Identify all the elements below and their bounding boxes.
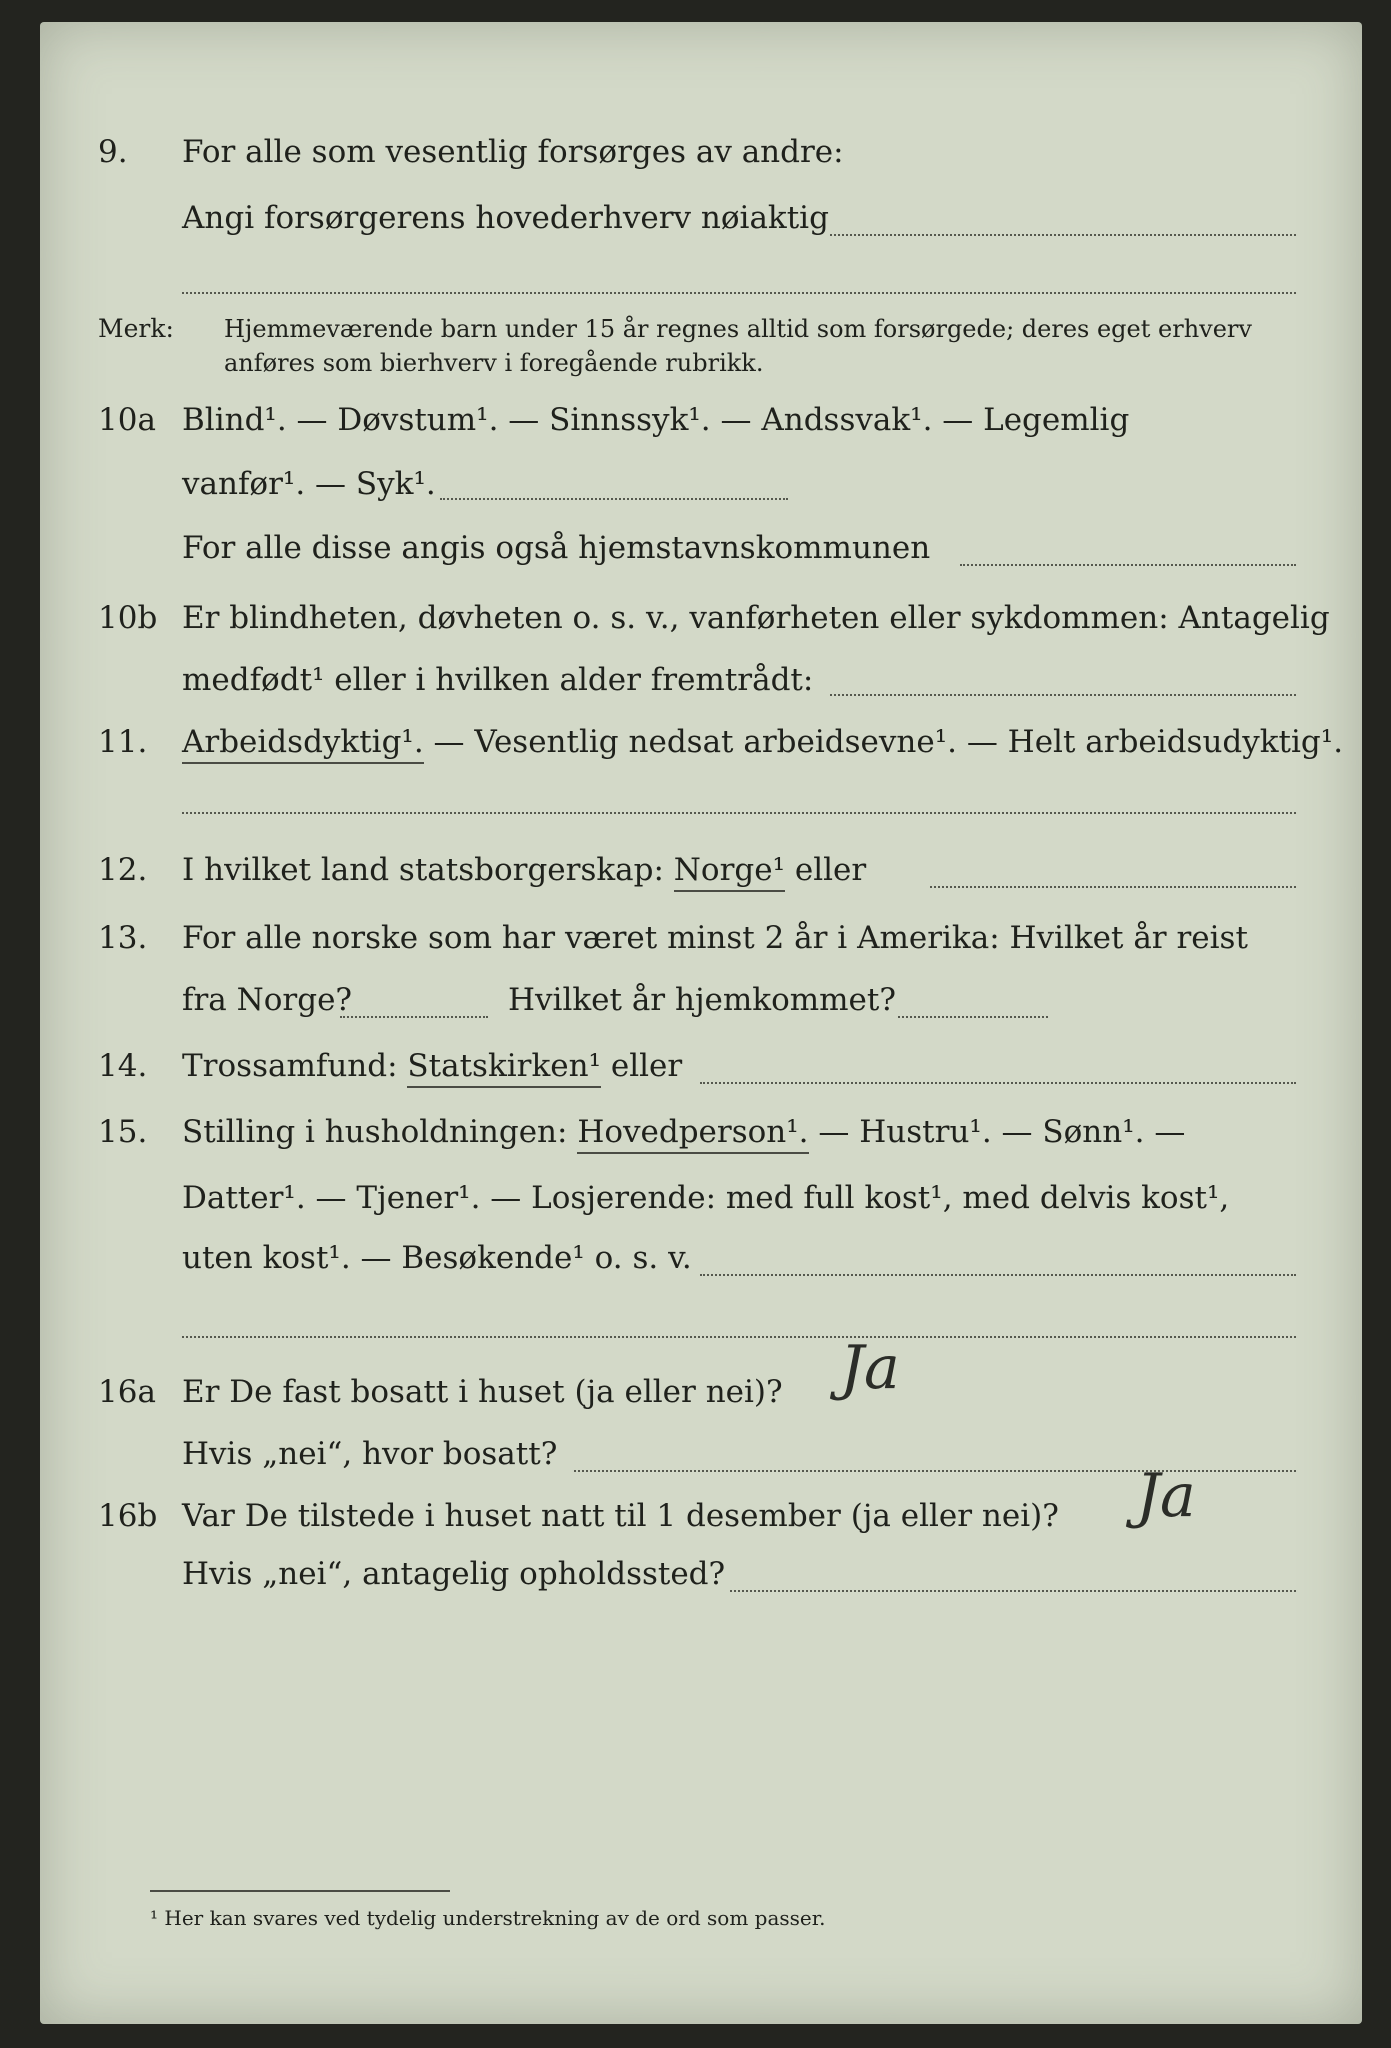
q12-line: [182, 850, 866, 890]
q14-number: 14.: [98, 1048, 148, 1084]
q14-before: Trossamfund:: [182, 1048, 408, 1084]
q9-line2: Angi forsørgerens hovederhverv nøiaktig: [182, 200, 829, 236]
footnote: ¹ Her kan svares ved tydelig understrekning av de ord som passer.: [150, 1906, 826, 1930]
q11-selected-option[interactable]: Arbeidsdyktig¹.: [182, 724, 424, 764]
q14-after: eller: [601, 1048, 683, 1084]
q13-hjemkommet-field[interactable]: [898, 1016, 1048, 1018]
q12-before: I hvilket land statsborgerskap:: [182, 852, 674, 888]
q9-answer-field-2[interactable]: [182, 292, 1296, 294]
q13-line2b: Hvilket år hjemkommet?: [508, 982, 896, 1018]
q13-line2a: fra Norge?: [182, 982, 353, 1018]
q16a-line2: Hvis „nei“, hvor bosatt?: [182, 1436, 558, 1472]
merk-line1: Hjemmeværende barn under 15 år regnes alltid som forsørgede; deres eget erhverv: [224, 315, 1252, 343]
q15-selected-option[interactable]: Hovedperson¹.: [577, 1114, 808, 1154]
q10b-number: 10b: [98, 600, 158, 636]
q15-line1-before: Stilling i husholdningen:: [182, 1114, 578, 1150]
q16b-line2: Hvis „nei“, antagelig opholdssted?: [182, 1556, 726, 1592]
q15-line1-after: — Hustru¹. — Sønn¹. —: [808, 1114, 1186, 1150]
q16b-line1: Var De tilstede i huset natt til 1 desember (ja eller nei)?: [182, 1498, 1059, 1534]
q12-selected-option[interactable]: Norge¹: [674, 852, 785, 892]
q9-answer-field[interactable]: [830, 234, 1296, 236]
q12-number: 12.: [98, 852, 148, 888]
q15-number: 15.: [98, 1114, 148, 1150]
q9-number: 9.: [98, 134, 128, 170]
q10b-line2: medfødt¹ eller i hvilken alder fremtrådt:: [182, 662, 814, 698]
merk-line2: anføres som bierhverv i foregående rubrikk.: [224, 349, 764, 377]
q10b-line1: Er blindheten, døvheten o. s. v., vanførheten eller sykdommen: Antagelig: [182, 600, 1330, 636]
merk-label: Merk:: [98, 314, 174, 343]
q9-line1: For alle som vesentlig forsørges av andre:: [182, 134, 844, 170]
footnote-rule: [150, 1890, 450, 1892]
q16b-number: 16b: [98, 1498, 158, 1534]
q13-line1: For alle norske som har været minst 2 år i Amerika: Hvilket år reist: [182, 920, 1248, 956]
q15-answer-field[interactable]: [700, 1274, 1296, 1276]
q16a-number: 16a: [98, 1374, 156, 1410]
q15-line3: uten kost¹. — Besøkende¹ o. s. v.: [182, 1240, 692, 1276]
census-form-page: [40, 22, 1362, 2024]
q12-after: eller: [785, 852, 867, 888]
q10a-line2: vanfør¹. — Syk¹.: [182, 466, 436, 502]
q15-answer-field-2[interactable]: [182, 1336, 1296, 1338]
q11-number: 11.: [98, 724, 148, 760]
q14-selected-option[interactable]: Statskirken¹: [407, 1048, 601, 1088]
q13-reist-field[interactable]: [340, 1016, 488, 1018]
q16b-handwritten-answer: Ja: [1136, 1461, 1196, 1531]
q10a-syk-field[interactable]: [440, 498, 788, 500]
q14-line: [182, 1046, 682, 1086]
q10a-number: 10a: [98, 402, 156, 438]
q10a-line3: For alle disse angis også hjemstavnskommunen: [182, 530, 931, 566]
q15-line2: Datter¹. — Tjener¹. — Losjerende: med full kost¹, med delvis kost¹,: [182, 1180, 1230, 1216]
q10a-kommune-field[interactable]: [960, 564, 1296, 566]
q11-line: [182, 722, 1343, 762]
q16a-line1: Er De fast bosatt i huset (ja eller nei)?: [182, 1374, 783, 1410]
q16b-opholdssted-field[interactable]: [730, 1590, 1296, 1592]
q12-answer-field[interactable]: [930, 886, 1296, 888]
q10b-alder-field[interactable]: [830, 694, 1296, 696]
q10a-line1: Blind¹. — Døvstum¹. — Sinnssyk¹. — Andssvak¹. — Legemlig: [182, 402, 1130, 438]
q11-rest: — Vesentlig nedsat arbeidsevne¹. — Helt arbeidsudyktig¹.: [423, 724, 1344, 760]
q16a-handwritten-answer: Ja: [840, 1333, 900, 1403]
q13-number: 13.: [98, 920, 148, 956]
q15-line1: [182, 1112, 1185, 1152]
q11-answer-field[interactable]: [182, 812, 1296, 814]
q14-answer-field[interactable]: [700, 1082, 1296, 1084]
